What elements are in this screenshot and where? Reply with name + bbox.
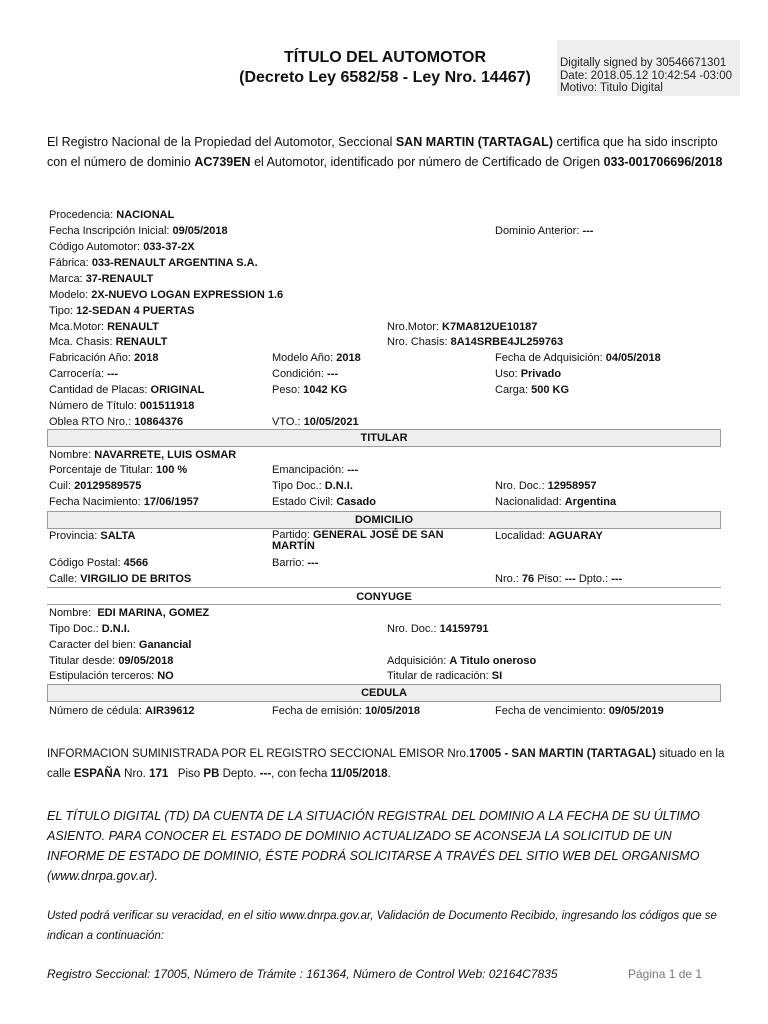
digital-signature-box bbox=[557, 40, 740, 96]
field-nacimiento: Fecha Nacimiento: 17/06/1957 bbox=[49, 496, 199, 508]
field-estipulacion: Estipulación terceros: NO bbox=[49, 670, 174, 682]
field-nro-titulo: Número de Título: 001511918 bbox=[49, 400, 195, 412]
field-marca: Marca: 37-RENAULT bbox=[49, 273, 154, 285]
section-header-titular: TITULAR bbox=[47, 429, 721, 447]
field-calle: Calle: VIRGILIO DE BRITOS bbox=[49, 573, 192, 585]
field-porcentaje: Porcentaje de Titular: 100 % bbox=[49, 464, 188, 476]
field-localidad: Localidad: AGUARAY bbox=[495, 530, 603, 542]
field-modelo-anio: Modelo Año: 2018 bbox=[272, 352, 361, 364]
field-mca-chasis: Mca. Chasis: RENAULT bbox=[49, 336, 168, 348]
field-tipo: Tipo: 12-SEDAN 4 PUERTAS bbox=[49, 305, 195, 317]
signature-signed-by: Digitally signed by 30546671301 bbox=[560, 57, 727, 69]
field-nro-motor: Nro.Motor: K7MA812UE10187 bbox=[387, 321, 538, 333]
field-nro-piso-dpto: Nro.: 76 Piso: --- Dpto.: --- bbox=[495, 573, 623, 585]
field-uso: Uso: Privado bbox=[495, 368, 562, 380]
field-conyuge-nombre: Nombre: EDI MARINA, GOMEZ bbox=[49, 607, 210, 619]
field-radicacion: Titular de radicación: SI bbox=[387, 670, 503, 682]
signature-reason: Motivo: Titulo Digital bbox=[560, 82, 663, 94]
field-partido: Partido: GENERAL JOSÉ DE SAN MARTÍN bbox=[272, 529, 444, 552]
intro-dominio: AC739EN bbox=[194, 155, 251, 169]
field-conyuge-nro-doc: Nro. Doc.: 14159791 bbox=[387, 623, 489, 635]
field-adquisicion: Adquisición: A Titulo oneroso bbox=[387, 655, 537, 667]
intro-text: el Automotor, identificado por número de Certificado de Origen bbox=[250, 155, 604, 169]
intro-paragraph bbox=[47, 132, 727, 172]
field-titular-nombre: Nombre: NAVARRETE, LUIS OSMAR bbox=[49, 449, 237, 461]
signature-date: Date: 2018.05.12 10:42:54 -03:00 bbox=[560, 69, 733, 82]
emisor-name: 17005 - SAN MARTIN (TARTAGAL) bbox=[469, 748, 656, 760]
section-header-conyuge: CONYUGE bbox=[356, 591, 412, 603]
document-title-block bbox=[180, 48, 590, 88]
intro-certificado: 033-001706696/2018 bbox=[603, 155, 723, 169]
field-titular-desde: Titular desde: 09/05/2018 bbox=[49, 655, 174, 667]
field-mca-motor: Mca.Motor: RENAULT bbox=[49, 321, 159, 333]
section-header-cedula: CEDULA bbox=[47, 684, 721, 702]
field-nacionalidad: Nacionalidad: Argentina bbox=[495, 496, 617, 508]
field-carroceria: Carrocería: --- bbox=[49, 368, 119, 380]
intro-text: certifica que ha sido inscripto con el número de dominio bbox=[47, 135, 718, 169]
intro-text: El Registro Nacional de la Propiedad del Automotor, Seccional bbox=[47, 135, 396, 149]
field-modelo: Modelo: 2X-NUEVO LOGAN EXPRESSION 1.6 bbox=[49, 289, 284, 301]
field-provincia: Provincia: SALTA bbox=[49, 530, 136, 542]
field-codigo-automotor: Código Automotor: 033-37-2X bbox=[49, 241, 195, 253]
field-codigo-postal: Código Postal: 4566 bbox=[49, 557, 149, 569]
field-nro-chasis: Nro. Chasis: 8A14SRBE4JL259763 bbox=[387, 336, 564, 348]
field-cuil: Cuil: 20129589575 bbox=[49, 480, 142, 492]
section-divider bbox=[47, 604, 721, 605]
document-subtitle: (Decreto Ley 6582/58 - Ley Nro. 14467) bbox=[239, 69, 531, 86]
field-fecha-emision: Fecha de emisión: 10/05/2018 bbox=[272, 705, 421, 717]
field-placas: Cantidad de Placas: ORIGINAL bbox=[49, 384, 205, 396]
field-fecha-inscripcion: Fecha Inscripción Inicial: 09/05/2018 bbox=[49, 225, 228, 237]
field-titular-nro-doc: Nro. Doc.: 12958957 bbox=[495, 480, 597, 492]
field-fabricacion: Fabricación Año: 2018 bbox=[49, 352, 159, 364]
field-condicion: Condición: --- bbox=[272, 368, 339, 380]
field-fabrica: Fábrica: 033-RENAULT ARGENTINA S.A. bbox=[49, 257, 258, 269]
page-number: Página 1 de 1 bbox=[628, 967, 703, 981]
section-divider bbox=[47, 587, 721, 588]
field-estado-civil: Estado Civil: Casado bbox=[272, 496, 376, 508]
field-carga: Carga: 500 KG bbox=[495, 384, 570, 396]
disclaimer-paragraph: EL TÍTULO DIGITAL (TD) DA CUENTA DE LA SITUACIÓN REGISTRAL DEL DOMINIO A LA FECHA DE SU ÚLTIMO ASIENTO. PARA CONOCER EL ESTADO DE DOMINIO ACTUALIZADO SE ACONSEJA LA SOLICITUD DE UN INFORME DE ESTADO DE DOMINIO, ÉSTE PODRÁ SOLICITARSE A TRAVÉS DEL SITIO WEB DEL ORGANISMO (www.dnrpa.gov.ar). bbox=[47, 809, 700, 883]
field-fecha-adquisicion: Fecha de Adquisición: 04/05/2018 bbox=[495, 352, 661, 364]
field-titular-tipo-doc: Tipo Doc.: D.N.I. bbox=[272, 480, 353, 492]
field-conyuge-tipo-doc: Tipo Doc.: D.N.I. bbox=[49, 623, 130, 635]
field-peso: Peso: 1042 KG bbox=[272, 384, 348, 396]
emisor-info-paragraph: INFORMACION SUMINISTRADA POR EL REGISTRO SECCIONAL EMISOR Nro.17005 - SAN MARTIN (TARTAGAL) situado en la calle ESPAÑA Nro. 171 Piso PB Depto. ---, con fecha 11/05/2018. bbox=[47, 748, 725, 780]
field-numero-cedula: Número de cédula: AIR39612 bbox=[49, 705, 195, 717]
intro-seccional: SAN MARTIN (TARTAGAL) bbox=[395, 135, 553, 149]
field-dominio-anterior: Dominio Anterior: --- bbox=[495, 225, 594, 237]
verification-paragraph: Usted podrá verificar su veracidad, en el sitio www.dnrpa.gov.ar, Validación de Documento Recibido, ingresando los códigos que se indican a continuación: bbox=[47, 910, 717, 942]
field-procedencia: Procedencia: NACIONAL bbox=[49, 209, 175, 221]
field-barrio: Barrio: --- bbox=[272, 557, 319, 569]
field-vto: VTO.: 10/05/2021 bbox=[272, 416, 359, 428]
field-caracter-bien: Caracter del bien: Ganancial bbox=[49, 639, 192, 651]
section-header-domicilio: DOMICILIO bbox=[47, 511, 721, 529]
field-emancipacion: Emancipación: --- bbox=[272, 464, 359, 476]
footer-control-codes: Registro Seccional: 17005, Número de Trámite : 161364, Número de Control Web: 02164C7835 bbox=[47, 967, 558, 981]
document-title: TÍTULO DEL AUTOMOTOR bbox=[283, 49, 487, 66]
field-fecha-vencimiento: Fecha de vencimiento: 09/05/2019 bbox=[495, 705, 664, 717]
field-oblea: Oblea RTO Nro.: 10864376 bbox=[49, 416, 184, 428]
